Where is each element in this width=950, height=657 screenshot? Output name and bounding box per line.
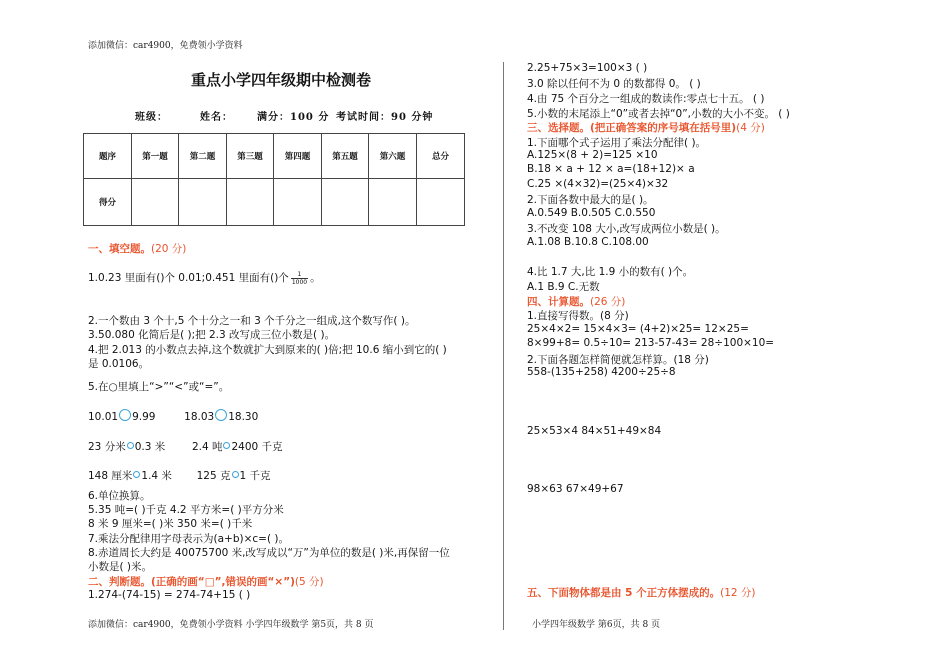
score-header-cell: 第一题: [132, 134, 179, 179]
choice-1-option-a: A.125×(8 + 2)=125 ×10: [527, 149, 658, 161]
score-row-label: 得分: [84, 179, 132, 226]
info-full-score: 满分：100 分: [257, 112, 330, 123]
calc-1: 1.直接写得数。(8 分): [527, 310, 629, 322]
question-1-8a: 8.赤道周长大约是 40075700 米,改写成以“万”为单位的数是( )米,再保留一位: [88, 547, 450, 559]
compare-row-1: 10.01 9.99 18.03 18.30: [88, 411, 259, 423]
section-1-heading: 一、填空题。(20 分): [88, 243, 187, 255]
choice-3-options: A.1.08 B.10.8 C.108.00: [527, 236, 649, 248]
score-cell[interactable]: [369, 179, 417, 226]
section-5-heading: 五、下面物体都是由 5 个正方体摆成的。(12 分): [527, 587, 756, 599]
question-1-2: 2.一个数由 3 个十,5 个十分之一和 3 个千分之一组成,这个数写作( )。: [88, 315, 416, 327]
info-exam-time: 考试时间：90 分钟: [336, 112, 434, 123]
score-table-header-row: [84, 134, 465, 179]
question-1-4b: 是 0.0106。: [88, 358, 150, 370]
score-table: [83, 133, 465, 226]
score-cell[interactable]: [274, 179, 322, 226]
judge-1: 1.274-(74-15) = 274-74+15 ( ): [88, 589, 251, 601]
compare-circle[interactable]: [223, 442, 230, 449]
question-1-7: 7.乘法分配律用字母表示为(a+b)×c=( )。: [88, 533, 290, 545]
choice-3: 3.不改变 108 大小,改写成两位小数是( )。: [527, 223, 726, 235]
question-1-6a: 5.35 吨=( )千克 4.2 平方米=( )平方分米: [88, 504, 284, 516]
page-title: 重点小学四年级期中检测卷: [191, 71, 372, 89]
judge-2: 2.25+75×3=100×3 ( ): [527, 62, 648, 74]
calc-2: 2.下面各题怎样简便就怎样算。(18 分): [527, 354, 709, 366]
question-1-1: 1.0.23 里面有()个 0.01;0.451 里面有()个 $\frac{1}{1000}$ 。: [88, 270, 321, 286]
score-cell[interactable]: [227, 179, 274, 226]
question-1-5: 5.在○里填上“>”“<”或“=”。: [88, 381, 230, 393]
calc-2-row-c: 98×63 67×49+67: [527, 483, 624, 495]
score-cell[interactable]: [322, 179, 369, 226]
fraction: $\frac{1}{1000}$: [291, 270, 308, 286]
page-header: 添加微信：car4900，免费领小学资料: [88, 41, 243, 51]
choice-2: 2.下面各数中最大的是( )。: [527, 194, 654, 206]
question-1-3: 3.50.080 化简后是( );把 2.3 改写成三位小数是( )。: [88, 329, 336, 341]
score-header-cell: 第四题: [274, 134, 322, 179]
score-cell[interactable]: [132, 179, 179, 226]
choice-1-option-b: B.18 × a + 12 × a=(18+12)× a: [527, 163, 695, 175]
calc-1-row-b: 8×99+8= 0.5÷10= 213-57-43= 28÷100×10=: [527, 337, 775, 349]
score-header-cell: 总分: [417, 134, 465, 179]
judge-5: 5.小数的末尾添上“0”或者去掉“0”,小数的大小不变。 ( ): [527, 108, 790, 120]
compare-circle[interactable]: [119, 409, 131, 421]
info-class: 班级：: [135, 112, 168, 123]
question-1-4a: 4.把 2.013 的小数点去掉,这个数就扩大到原来的( )倍;把 10.6 缩小到它的( ): [88, 344, 447, 356]
compare-circle[interactable]: [127, 442, 134, 449]
score-header-cell: 第六题: [369, 134, 417, 179]
score-header-cell: 第三题: [227, 134, 274, 179]
calc-2-row-a: 558-(135+258) 4200÷25÷8: [527, 366, 676, 378]
question-1-8b: 小数是( )米。: [88, 561, 153, 573]
score-cell[interactable]: [179, 179, 227, 226]
choice-1: 1.下面哪个式子运用了乘法分配律( )。: [527, 137, 707, 149]
question-1-6: 6.单位换算。: [88, 490, 151, 502]
score-cell[interactable]: [417, 179, 465, 226]
section-2-heading: 二、判断题。(正确的画“□”,错误的画“×”)(5 分): [88, 576, 324, 588]
judge-4: 4.由 75 个百分之一组成的数读作:零点七十五。 ( ): [527, 93, 765, 105]
choice-4-options: A.1 B.9 C.无数: [527, 281, 600, 293]
score-header-cell: 第二题: [179, 134, 227, 179]
question-1-6b: 8 米 9 厘米=( )米 350 米=( )千米: [88, 518, 253, 530]
calc-2-row-b: 25×53×4 84×51+49×84: [527, 425, 662, 437]
score-header-cell: 题序: [84, 134, 132, 179]
footer-right: 小学四年级数学 第6页，共 8 页: [532, 620, 661, 630]
footer-left: 添加微信：car4900，免费领小学资料 小学四年级数学 第5页，共 8 页: [88, 620, 374, 630]
calc-1-row-a: 25×4×2= 15×4×3= (4+2)×25= 12×25=: [527, 323, 749, 335]
info-name: 姓名：: [200, 112, 233, 123]
choice-4: 4.比 1.7 大,比 1.9 小的数有( )个。: [527, 266, 694, 278]
section-3-heading: 三、选择题。(把正确答案的序号填在括号里)(4 分): [527, 122, 765, 134]
compare-row-3: 148 厘米 1.4 米 125 克 1 千克: [88, 470, 271, 482]
choice-1-option-c: C.25 ×(4×32)=(25×4)×32: [527, 178, 669, 190]
choice-2-options: A.0.549 B.0.505 C.0.550: [527, 207, 656, 219]
score-header-cell: 第五题: [322, 134, 369, 179]
compare-row-2: 23 分米 0.3 米 2.4 吨 2400 千克: [88, 441, 283, 453]
score-table-score-row: [84, 179, 465, 226]
compare-circle[interactable]: [232, 471, 239, 478]
compare-circle[interactable]: [133, 471, 140, 478]
column-divider: [503, 62, 504, 630]
section-4-heading: 四、计算题。(26 分): [527, 296, 626, 308]
compare-circle[interactable]: [215, 409, 227, 421]
judge-3: 3.0 除以任何不为 0 的数都得 0。 ( ): [527, 78, 701, 90]
